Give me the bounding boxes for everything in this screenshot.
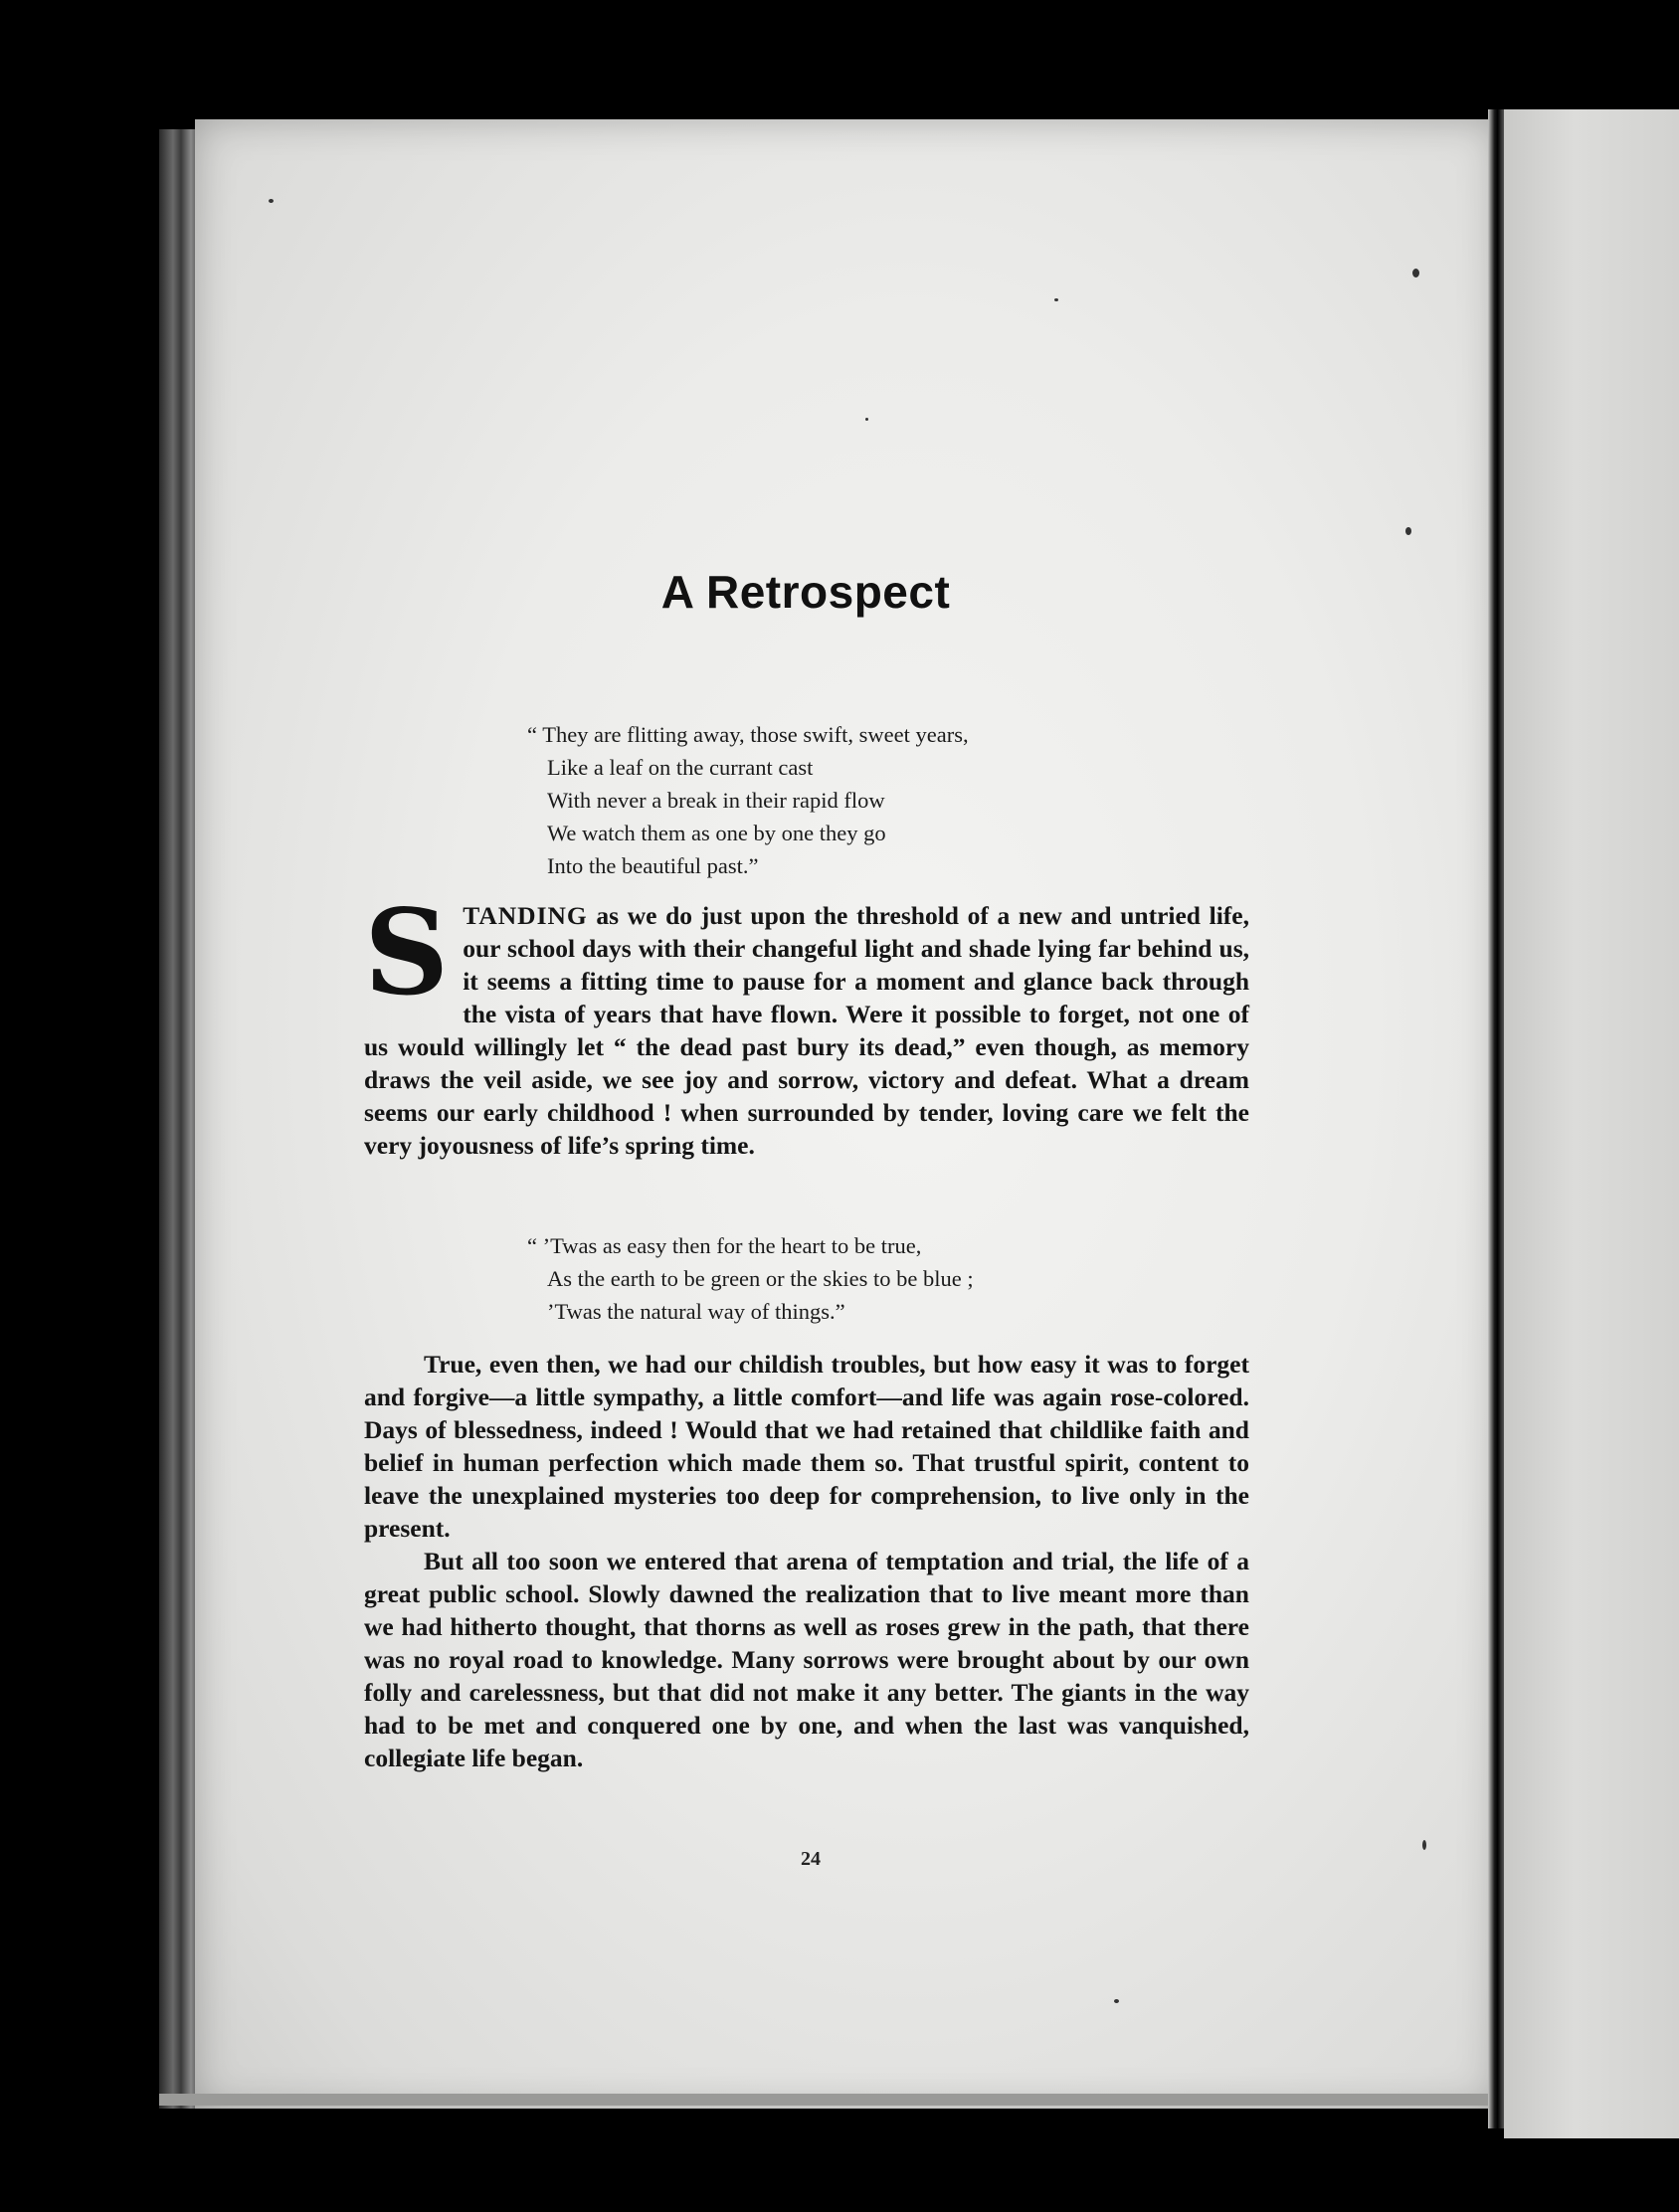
inset-verse: [527, 1229, 974, 1328]
epigraph-line: “ They are flitting away, those swift, sweet years,: [527, 722, 969, 747]
paper-speck: [1422, 1840, 1426, 1850]
page-number: 24: [801, 1848, 821, 1870]
page-edge: [159, 2094, 1498, 2106]
verse-line: “ ’Twas as easy then for the heart to be true,: [527, 1233, 922, 1258]
verse-line: As the earth to be green or the skies to be blue ;: [547, 1266, 974, 1291]
paper-speck: [865, 418, 868, 421]
paper-speck: [1405, 527, 1411, 535]
epigraph-line: Like a leaf on the currant cast: [547, 755, 814, 780]
adjacent-page: [1504, 109, 1679, 2138]
paragraph-text: [364, 883, 1249, 1162]
body-paragraphs: [364, 1348, 1249, 1774]
verse-line: ’Twas the natural way of things.”: [547, 1299, 845, 1324]
lead-word: TANDING: [463, 901, 588, 930]
epigraph-line: With never a break in their rapid flow: [547, 788, 885, 813]
gutter-shadow: [1488, 109, 1504, 2128]
paragraph-body: as we do just upon the threshold of a new and untried life, our school days with their changeful light and shade lying far behind us, it seems a fitting time to pause for a moment and glance back through the vista of years that have flown. Were it possible to forget, not one of us would willingly let “ the dead past bury its dead,” even though, as memory draws the veil aside, we see joy and sorrow, victory and defeat. What a dream seems our early childhood ! when surrounded by tender, loving care we felt the very joyousness of life’s spring time.: [364, 901, 1249, 1160]
page-title: A Retrospect: [660, 566, 951, 618]
epigraph-line: We watch them as one by one they go: [547, 821, 886, 845]
drop-cap-letter: S: [364, 883, 450, 1021]
paper-speck: [1114, 1999, 1119, 2003]
epigraph-line: Into the beautiful past.”: [547, 853, 759, 878]
epigraph: [527, 718, 969, 882]
book-spine: [159, 129, 199, 2109]
opening-paragraph: [364, 883, 1249, 1162]
paragraph-text: True, even then, we had our childish troubles, but how easy it was to forget and forgive—a little sympathy, a little comfort—and life was again rose-colored. Days of blessedness, indeed ! Would that we had retained that childlike faith and belief in human perfection which made them so. That trustful spirit, content to leave the unexplained mysteries too deep for comprehension, to live only in the present.: [364, 1350, 1249, 1543]
paper-speck: [1054, 298, 1058, 301]
paragraph-text: But all too soon we entered that arena of temptation and trial, the life of a great public school. Slowly dawned the realization that to live meant more than we had hitherto thought, that thorns as well as roses grew in the path, that there was no royal road to knowledge. Many sorrows were brought about by our own folly and carelessness, but that did not make it any better. The giants in the way had to be met and conquered one by one, and when the last was vanquished, collegiate life began.: [364, 1547, 1249, 1772]
paper-speck: [1412, 269, 1419, 277]
paper-speck: [269, 199, 274, 203]
